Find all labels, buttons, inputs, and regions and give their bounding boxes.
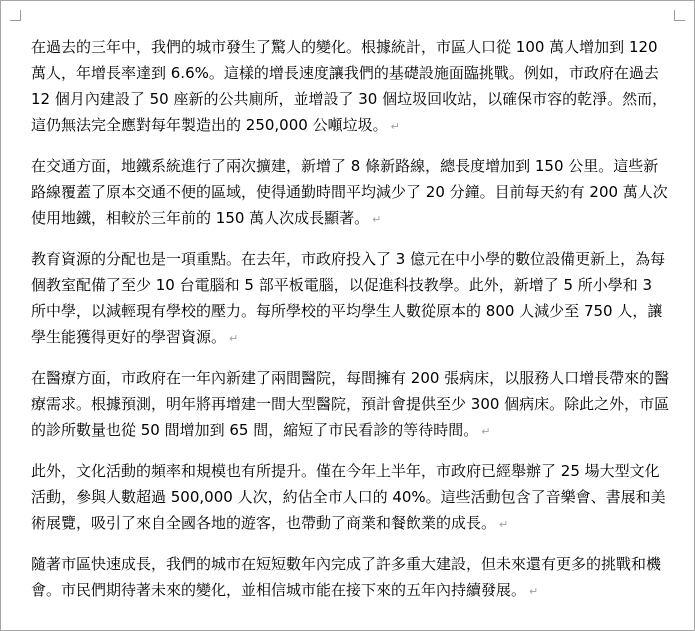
paragraph-6[interactable]	[31, 551, 671, 605]
paragraph-1[interactable]	[31, 34, 671, 140]
paragraph-4[interactable]	[31, 365, 671, 445]
paragraph-text: 在過去的三年中，我們的城市發生了驚人的變化。根據統計，市區人口從 100 萬人增加到 120 萬人，年增長率達到 6.6%。這樣的增長速度讓我們的基礎設施面臨挑戰。例如，市政府在過去 12 個月內建設了 50 座新的公共廁所，並增設了 30 個垃圾回收站，以確保市容的乾淨。然而，這仍無法完全應對每年製造出的 250,000 公噸垃圾。	[31, 38, 668, 134]
paragraph-mark-icon: ↵	[229, 332, 239, 345]
paragraph-2[interactable]	[31, 153, 671, 233]
paragraph-text: 隨著市區快速成長，我們的城市在短短數年內完成了許多重大建設，但未來還有更多的挑戰和機會。市民們期待著未來的變化，並相信城市能在接下來的五年內持續發展。	[31, 555, 662, 599]
paragraph-mark-icon: ↵	[499, 518, 509, 531]
paragraph-text: 在醫療方面，市政府在一年內新建了兩間醫院，每間擁有 200 張病床，以服務人口增長帶來的醫療需求。根據預測，明年將再增建一間大型醫院，預計會提供至少 300 個病床。除此之外，市區的診所數量也從 50 間增加到 65 間，縮短了市民看診的等待時間。	[31, 369, 670, 439]
paragraph-mark-icon: ↵	[372, 213, 382, 226]
margin-corner-top-left	[10, 10, 21, 21]
paragraph-mark-icon: ↵	[481, 425, 491, 438]
paragraph-5[interactable]	[31, 458, 671, 538]
paragraph-text: 在交通方面，地鐵系統進行了兩次擴建，新增了 8 條新路線，總長度增加到 150 公里。這些新路線覆蓋了原本交通不便的區域，使得通勤時間平均減少了 20 分鐘。目前每天約有 200 萬人次使用地鐵，相較於三年前的 150 萬人次成長顯著。	[31, 157, 668, 227]
paragraph-mark-icon: ↵	[390, 120, 400, 133]
paragraph-3[interactable]	[31, 246, 671, 352]
paragraph-text: 教育資源的分配也是一項重點。在去年，市政府投入了 3 億元在中小學的數位設備更新上，為每個教室配備了至少 10 台電腦和 5 部平板電腦，以促進科技教學。此外，新增了 5 所小學和 3 所中學，以減輕現有學校的壓力。每所學校的平均學生人數從原本的 800 人減少至 750 人，讓學生能獲得更好的學習資源。	[31, 250, 666, 346]
margin-corner-top-right	[674, 10, 685, 21]
document-body[interactable]	[31, 34, 671, 618]
paragraph-text: 此外，文化活動的頻率和規模也有所提升。僅在今年上半年，市政府已經舉辦了 25 場大型文化活動，參與人數超過 500,000 人次，約佔全市人口的 40%。這些活動包含了音樂會、書展和美術展覽，吸引了來自全國各地的遊客，也帶動了商業和餐飲業的成長。	[31, 462, 666, 532]
paragraph-mark-icon: ↵	[529, 585, 539, 598]
